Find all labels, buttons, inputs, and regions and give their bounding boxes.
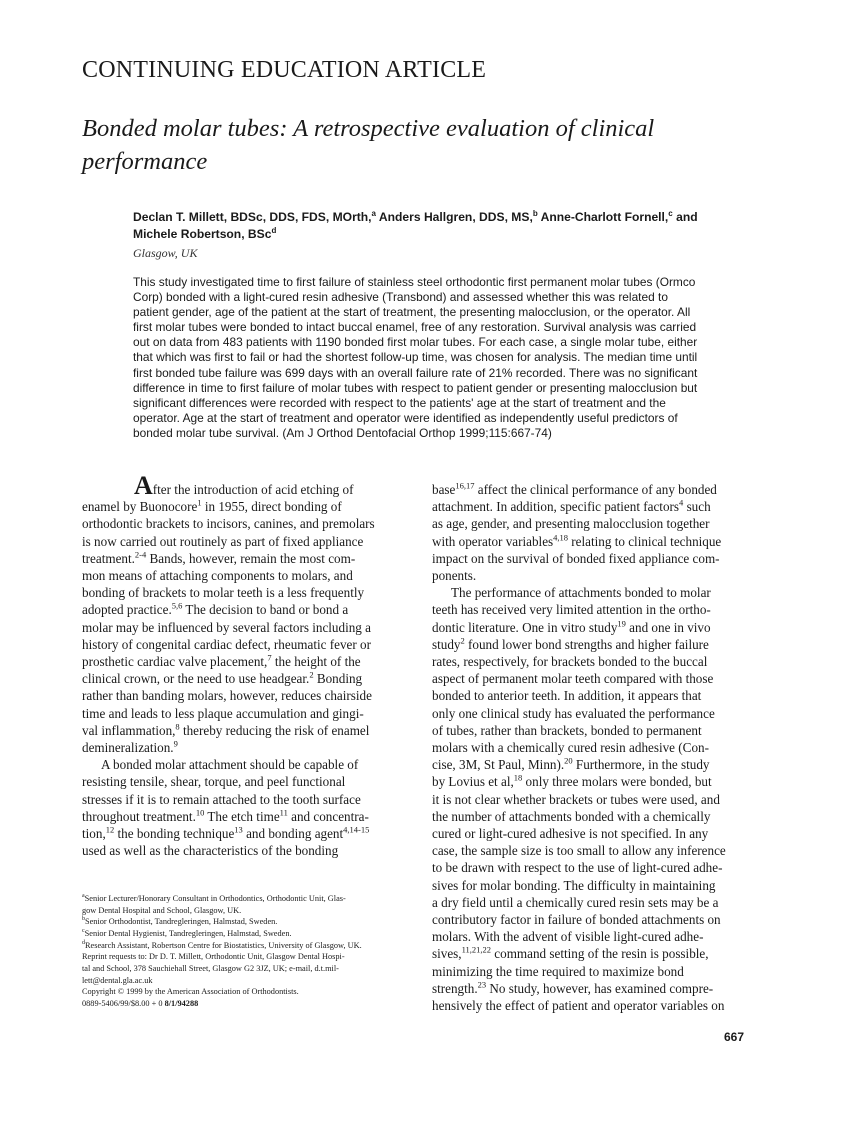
body-line: val inflammation,$^8$ thereby reducing the risk of enamel <box>82 721 370 738</box>
citation: 9 <box>173 738 178 749</box>
citation: 2 <box>460 635 465 646</box>
body-line: rather than banding molars, however, reduces chairside <box>82 688 372 704</box>
body-line: to be drawn with respect to the use of light-cured adhe- <box>432 860 723 876</box>
abstract-line: first molar tubes were bonded to intact buccal enamel, free of any restoration. Survival analysis was carried <box>133 320 697 335</box>
body-line: contributory factor in failure of bonded attachments on <box>432 912 721 928</box>
abstract-line: This study investigated time to first failure of stainless steel orthodontic first permanent molar tubes (Ormco <box>133 275 696 289</box>
affiliation-marker: d <box>271 225 277 235</box>
citation: 7 <box>267 652 272 663</box>
body-line: bonded to anterior teeth. In addition, it appears that <box>432 688 702 704</box>
citation: 11,21,22 <box>461 945 492 956</box>
body-line: study$^2$ found lower bond strengths and higher failure <box>432 635 709 652</box>
body-line: adopted practice.$^{5,6}$ The decision to band or bond a <box>82 601 349 618</box>
article-title <box>82 112 782 178</box>
body-line: stresses if it is to remain attached to the tooth surface <box>82 791 361 807</box>
footnote-line: gow Dental Hospital and School, Glasgow, UK. <box>82 905 242 915</box>
citation: 2 <box>309 669 314 680</box>
body-line: hensively the effect of patient and operator variables on <box>432 998 725 1014</box>
body-line: throughout treatment.$^{10}$ The etch time$^{11}$ and concentra- <box>82 807 369 824</box>
citation: 13 <box>234 824 243 835</box>
author-name: Michele Robertson, BSc <box>133 227 272 241</box>
citation: 4,18 <box>553 532 569 543</box>
body-line: strength.$^{23}$ No study, however, has examined compre- <box>432 979 714 996</box>
body-line: ponents. <box>432 568 477 584</box>
body-line: dontic literature. One in vitro study$^{19}$ and one in vivo <box>432 618 711 635</box>
body-line: the number of attachments bonded with a chemically <box>432 808 711 824</box>
affiliation-marker: a <box>371 208 376 218</box>
body-line: minimizing the time required to maximize bond <box>432 963 684 979</box>
body-line: treatment.$^{2-4}$ Bands, however, remain the most com- <box>82 549 356 566</box>
abstract-line: that which was first to fail or had the shortest follow-up time, was chosen for analysis. The median time until <box>133 350 698 365</box>
body-line: resisting tensile, shear, torque, and peel functional <box>82 774 346 790</box>
body-line: aspect of permanent molar teeth compared with those <box>432 671 714 687</box>
body-line: bonding of brackets to molar teeth is a less frequently <box>82 585 365 601</box>
citation: 11 <box>279 807 288 818</box>
body-line: molars. With the advent of visible light-cured adhe- <box>432 929 704 945</box>
citation: 2-4 <box>134 549 147 560</box>
abstract-line: operator. Age at the start of treatment and operator were identified as independently useful predictors of <box>133 410 678 425</box>
body-line: as age, gender, and presenting malocclusion together <box>432 516 710 532</box>
citation: 19 <box>617 618 626 629</box>
page-number: 667 <box>723 1030 744 1044</box>
citation: 20 <box>564 755 573 766</box>
article-code: 8/1/94288 <box>162 998 199 1008</box>
footnotes <box>82 893 402 1010</box>
affiliation-marker: b <box>82 916 85 923</box>
citation: 5,6 <box>171 601 183 612</box>
citation: 8 <box>175 721 180 732</box>
body-line: a dry field until a chemically cured resin sets may be a <box>432 894 719 910</box>
author-name: Anders Hallgren, DDS, MS, <box>376 210 533 224</box>
abstract <box>133 275 749 441</box>
section-label: CONTINUING EDUCATION ARTICLE <box>82 57 487 83</box>
body-line: orthodontic brackets to incisors, canines, and premolars <box>82 516 375 532</box>
citation: 12 <box>105 824 115 835</box>
body-line: of tubes, rather than brackets, bonded to permanent <box>432 722 702 738</box>
issn-line: 0889-5406/99/$8.00 + 0 8/1/94288 <box>82 998 199 1008</box>
body-line: history of congenital cardiac defect, rheumatic fever or <box>82 636 371 652</box>
affiliation-marker: d <box>82 939 85 946</box>
body-line: attachment. In addition, specific patient factors$^4$ such <box>432 497 711 515</box>
body-column-left <box>82 471 396 859</box>
citation: 4,14-15 <box>343 824 370 835</box>
citation: 23 <box>477 979 487 990</box>
abstract-line: significant differences were recorded with respect to the patients' age at the start of treatment and the <box>133 395 666 410</box>
title-line: Bonded molar tubes: A retrospective evaluation of clinical <box>82 115 655 142</box>
body-line: enamel by Buonocore$^1$ in 1955, direct bonding of <box>82 497 342 515</box>
abstract-line: Corp) bonded with a light-cured resin adhesive (Transbond) and assessed whether this was related to <box>133 290 668 305</box>
body-line: mon means of attaching components to molars, and <box>82 568 353 584</box>
author-name: Declan T. Millett, BDSc, DDS, FDS, MOrth, <box>133 210 372 224</box>
footnote-line: $^b$Senior Orthodontist, Tandregleringen, Halmstad, Sweden. <box>82 916 278 927</box>
body-line: clinical crown, or the need to use headgear.$^2$ Bonding <box>82 669 363 687</box>
body-line: case, the sample size is too small to allow any inference <box>432 843 726 859</box>
body-line: by Lovius et al,$^{18}$ only three molars were bonded, but <box>432 773 712 790</box>
footnote-line: tal and School, 378 Sauchiehall Street, Glasgow G2 3JZ, UK; e-mail, d.t.mil- <box>82 963 339 973</box>
citation: 4 <box>679 497 684 508</box>
citation: 16,17 <box>455 480 475 491</box>
body-line: only one clinical study has evaluated the performance <box>432 705 715 721</box>
body-line: After the introduction of acid etching of <box>134 471 354 500</box>
abstract-line: patient gender, age of the patient at the start of treatment, the presenting malocclusion, or the operator. All <box>133 305 691 320</box>
author-list <box>133 209 773 243</box>
citation: 18 <box>513 773 523 784</box>
body-line: base$^{16,17}$ affect the clinical performance of any bonded <box>432 480 717 497</box>
body-line: demineralization.$^9$ <box>82 738 178 756</box>
body-line: molars with a chemically cured resin adhesive (Con- <box>432 740 709 756</box>
footnote-line: Reprint requests to: Dr D. T. Millett, Orthodontic Unit, Glasgow Dental Hospi- <box>82 952 345 962</box>
footnote-line: $^c$Senior Dental Hygienist, Tandregleringen, Halmstad, Sweden. <box>82 928 292 938</box>
abstract-line: difference in time to first failure of molar tubes with respect to patient gender or presenting malocclusion but <box>133 380 698 395</box>
body-line: tion,$^{12}$ the bonding technique$^{13}$ and bonding agent$^{4,14-15}$ <box>82 824 370 842</box>
citation: 10 <box>195 807 205 818</box>
body-line: time and leads to less plaque accumulation and gingi- <box>82 705 364 721</box>
drop-cap: A <box>134 471 153 500</box>
body-line: impact on the survival of bonded fixed appliance com- <box>432 550 720 566</box>
footnote-line: $^a$Senior Lecturer/Honorary Consultant in Orthodontics, Orthodontic Unit, Glas- <box>82 893 346 903</box>
author-location: Glasgow, UK <box>133 246 198 260</box>
abstract-line: bonded molar tube survival. (Am J Orthod Dentofacial Orthop 1999;115:667-74) <box>133 425 552 440</box>
body-line: prosthetic cardiac valve placement,$^7$ the height of the <box>82 652 361 670</box>
body-line: teeth has received very limited attention in the ortho- <box>432 602 711 618</box>
body-column-right <box>432 481 746 1014</box>
footnote-line: lett@dental.gla.ac.uk <box>82 975 153 985</box>
affiliation-marker: c <box>668 208 673 218</box>
body-line: is now carried out routinely as part of fixed appliance <box>82 533 364 549</box>
body-line: sives for molar bonding. The difficulty in maintaining <box>432 877 716 893</box>
footnote-line: $^d$Research Assistant, Robertson Centre for Biostatistics, University of Glasgow, UK. <box>82 939 362 950</box>
citation: 1 <box>197 497 202 508</box>
affiliation-marker: c <box>82 928 85 935</box>
body-line: used as well as the characteristics of the bonding <box>82 843 339 859</box>
body-line: cured or light-cured adhesive is not specified. In any <box>432 826 709 842</box>
body-line: molar may be influenced by several factors including a <box>82 619 371 635</box>
author-conjunction: and <box>672 210 698 224</box>
title-line: performance <box>82 148 208 175</box>
abstract-line: first bonded tube failure was 699 days with an overall failure rate of 21% recorded. There was no significant <box>133 365 698 380</box>
body-line: with operator variables$^{4,18}$ relating to clinical technique <box>432 532 722 549</box>
author-name: Anne-Charlott Fornell, <box>537 210 669 224</box>
body-line: rates, respectively, for brackets bonded to the buccal <box>432 654 708 670</box>
body-line: The performance of attachments bonded to molar <box>451 585 711 601</box>
body-line: A bonded molar attachment should be capable of <box>101 757 359 773</box>
body-line: cise, 3M, St Paul, Minn).$^{20}$ Furthermore, in the study <box>432 755 710 773</box>
body-line: sives,$^{11,21,22}$ command setting of the resin is possible, <box>432 945 709 962</box>
body-line: it is not clear whether brackets or tubes were used, and <box>432 791 720 807</box>
affiliation-marker: a <box>82 893 85 900</box>
affiliation-marker: b <box>532 208 538 218</box>
abstract-line: out on data from 483 patients with 1190 bonded first molar tubes. For each case, a single molar tube, either <box>133 335 698 350</box>
copyright-line: Copyright © 1999 by the American Association of Orthodontists. <box>82 987 299 997</box>
